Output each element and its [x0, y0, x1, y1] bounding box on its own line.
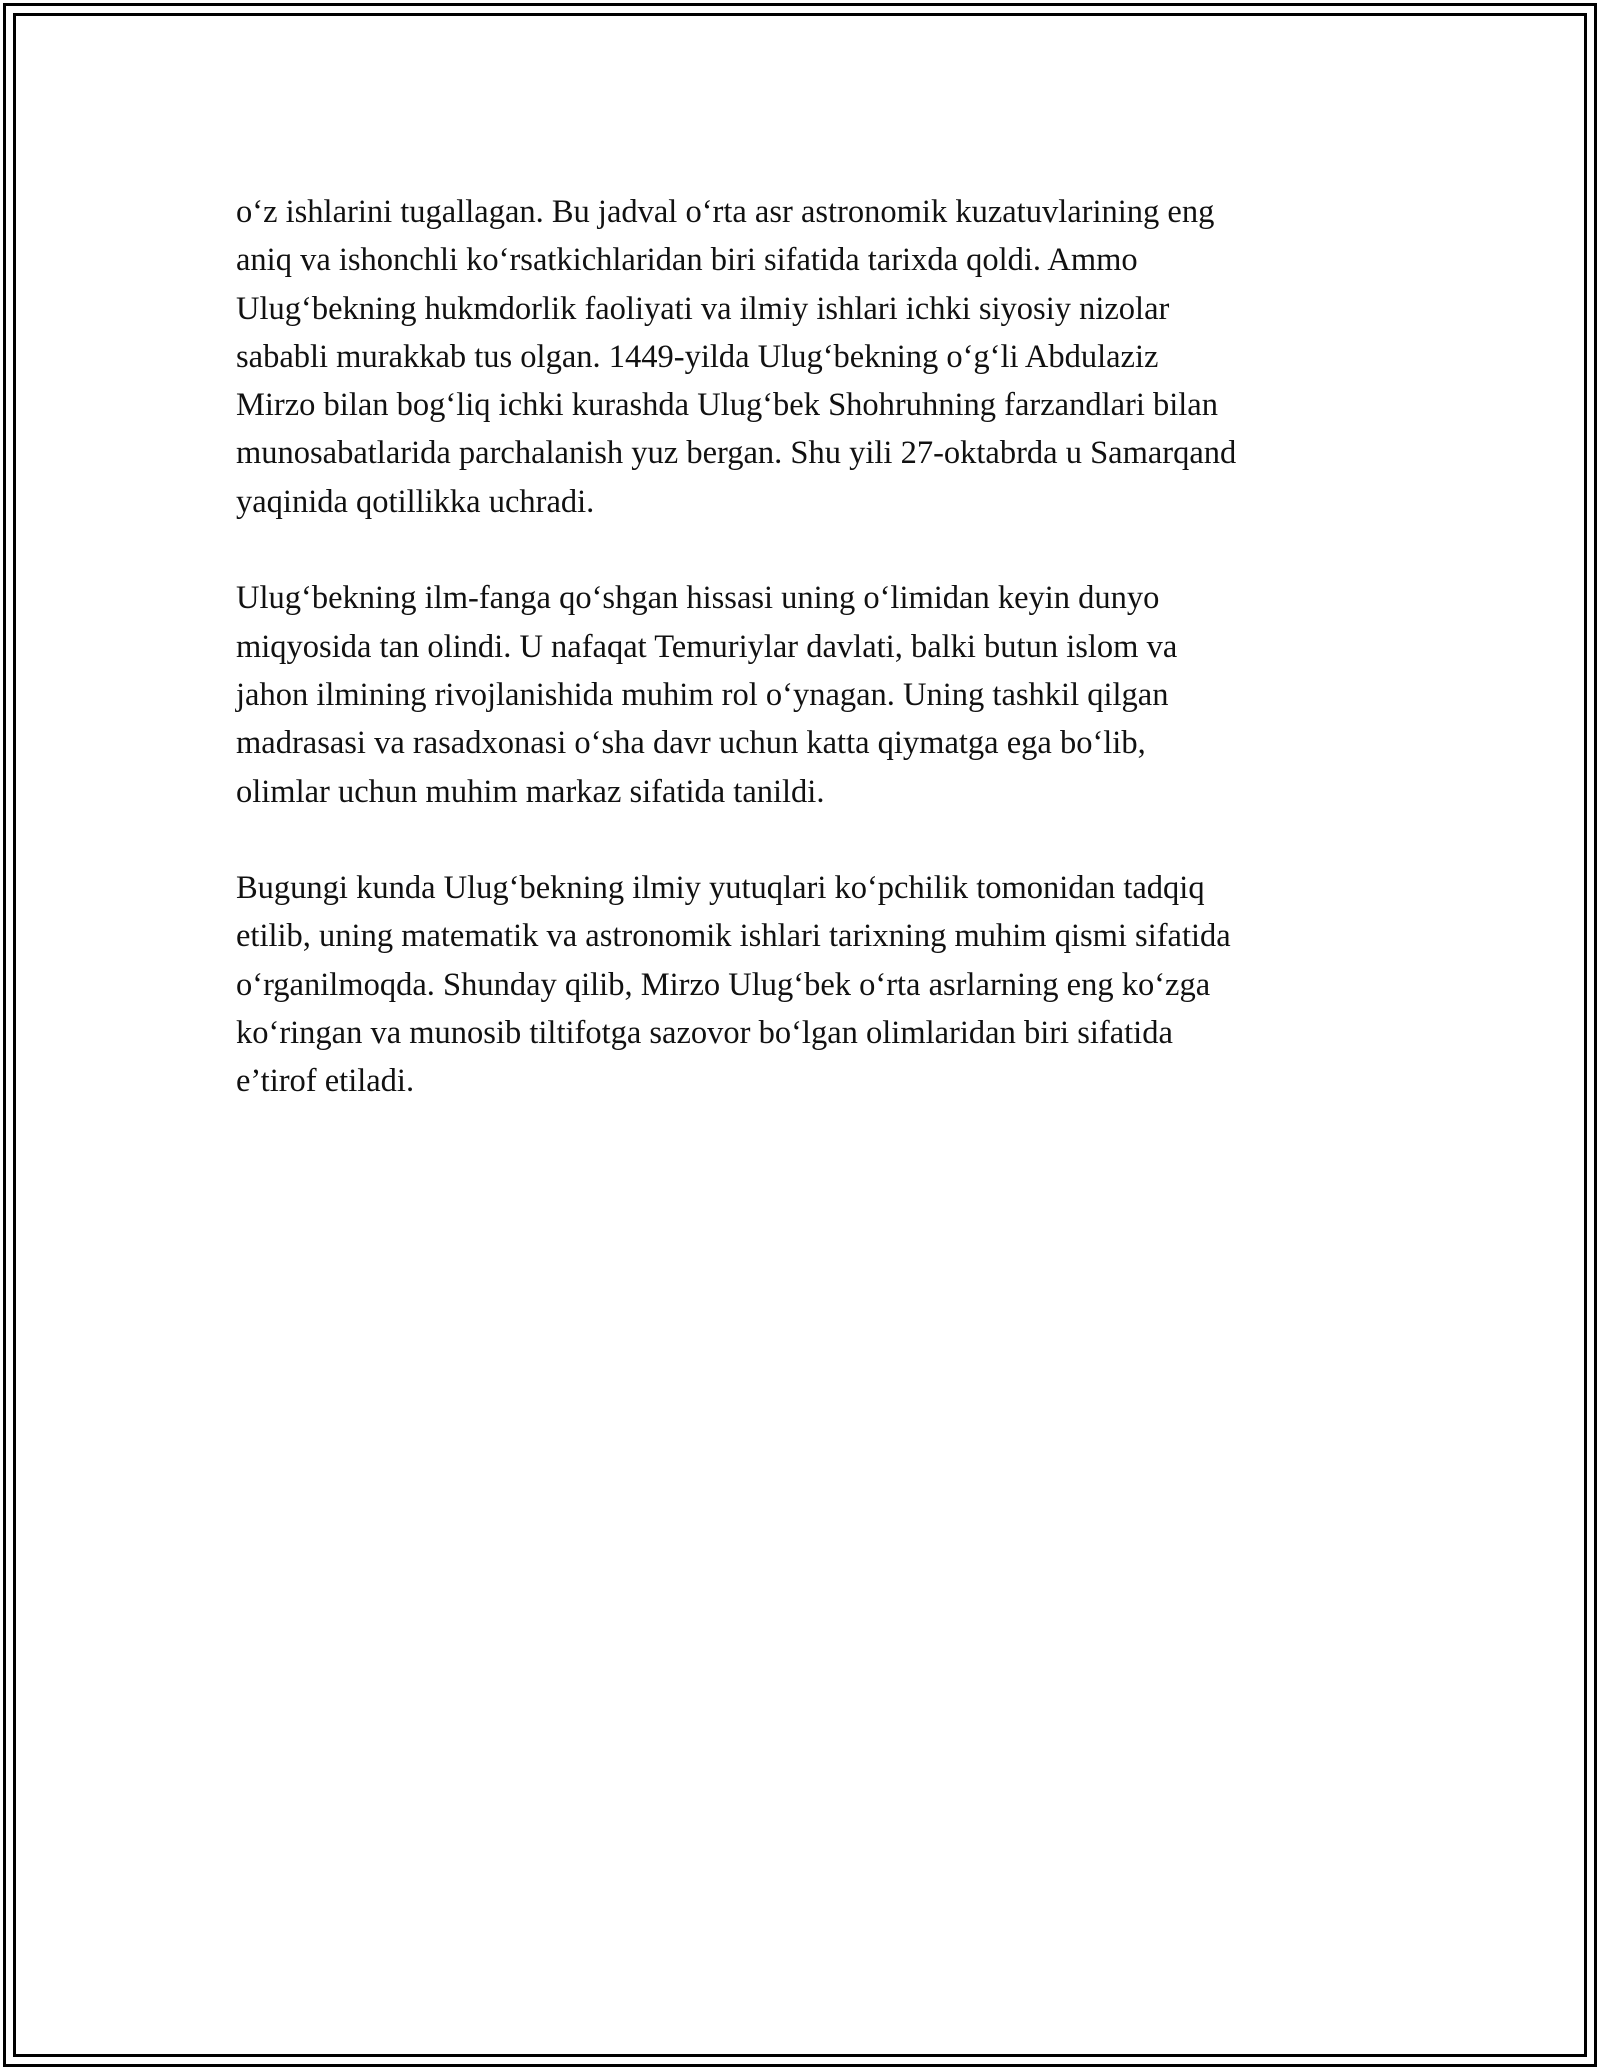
paragraph-2	[236, 574, 1366, 815]
text-line: sababli murakkab tus olgan. 1449-yilda Ulug‘bekning o‘g‘li Abdulaziz	[236, 338, 1159, 375]
document-body	[236, 188, 1366, 1154]
text-line: jahon ilmining rivojlanishida muhim rol o‘ynagan. Uning tashkil qilgan	[236, 676, 1169, 713]
text-line: miqyosida tan olindi. U nafaqat Temuriylar davlati, balki butun islom va	[236, 628, 1178, 665]
text-line: ko‘ringan va munosib tiltifotga sazovor bo‘lgan olimlaridan biri sifatida	[236, 1015, 1173, 1052]
text-line: munosabatlarida parchalanish yuz bergan. Shu yili 27-oktabrda u Samarqand	[236, 435, 1237, 472]
text-line: Ulug‘bekning ilm-fanga qo‘shgan hissasi uning o‘limidan keyin dunyo	[236, 580, 1160, 617]
text-line: e’tirof etiladi.	[236, 1063, 415, 1100]
text-line: Ulug‘bekning hukmdorlik faoliyati va ilmiy ishlari ichki siyosiy nizolar	[236, 290, 1170, 327]
paragraph-3	[236, 864, 1366, 1105]
text-line: yaqinida qotillikka uchradi.	[236, 483, 595, 520]
text-line: madrasasi va rasadxonasi o‘sha davr uchun katta qiymatga ega bo‘lib,	[236, 725, 1146, 762]
paragraph-1	[236, 188, 1366, 526]
text-line: o‘rganilmoqda. Shunday qilib, Mirzo Ulug‘bek o‘rta asrlarning eng ko‘zga	[236, 966, 1211, 1003]
text-line: etilib, uning matematik va astronomik ishlari tarixning muhim qismi sifatida	[236, 918, 1231, 955]
text-line: aniq va ishonchli ko‘rsatkichlaridan biri sifatida tarixda qoldi. Ammo	[236, 242, 1138, 279]
text-line: o‘z ishlarini tugallagan. Bu jadval o‘rta asr astronomik kuzatuvlarining eng	[236, 194, 1215, 230]
text-line: olimlar uchun muhim markaz sifatida tanildi.	[236, 773, 825, 810]
text-line: Bugungi kunda Ulug‘bekning ilmiy yutuqlari ko‘pchilik tomonidan tadqiq	[236, 870, 1205, 907]
text-line: Mirzo bilan bog‘liq ichki kurashda Ulug‘bek Shohruhning farzandlari bilan	[236, 387, 1218, 424]
